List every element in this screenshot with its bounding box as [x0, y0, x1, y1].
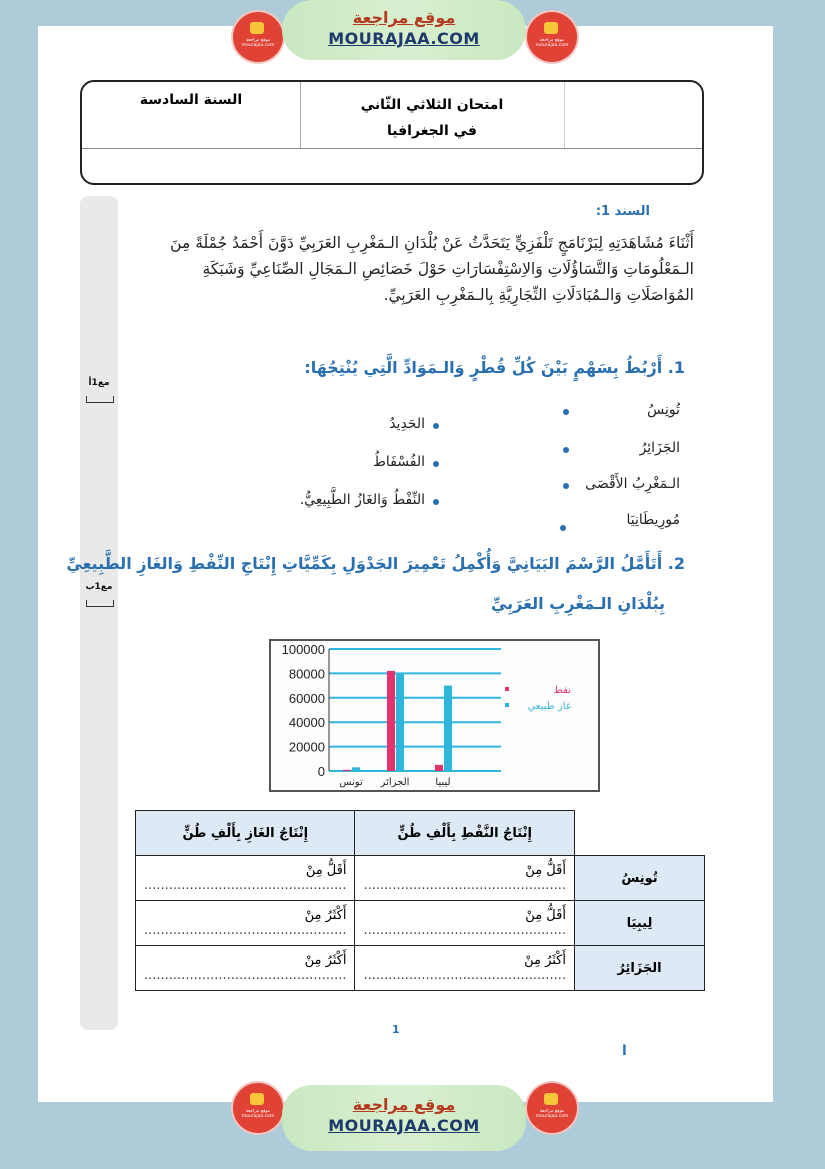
criterion-label-b: مع1ب	[85, 582, 113, 592]
legend-swatch	[505, 687, 509, 691]
document-text: أَثْنَاءَ مُشَاهَدَتِهِ لِبَرْنَامَجٍ تَلْفَزِيٍّ يَتَحَدَّثُ عَنْ بُلْدَانِ الـمَغْرِبِ العَرَبِيِّ دَوَّنَ أَحْمَدُ جُمْلَةً مِنَ الـمَعْلُومَاتِ وَالتَّسَاؤُلَاتِ وَالاِسْتِفْسَارَاتِ حَوْلَ خَصَائِصِ الـمَجَالِ الصِّنَاعِيِّ وَشَبَكَةِ المُوَاصَلَاتِ وَالـمُبَادَلَاتِ التِّجَارِيَّةِ بِالـمَغْرِبِ العَرَبِيِّ.	[170, 234, 694, 304]
question-2-cont: بِبُلْدَانِ الـمَغْرِبِ العَرَبِيِّ	[490, 594, 665, 613]
production-table	[135, 810, 705, 991]
country-item: الـمَغْرِبُ الأَقْصَى	[585, 476, 680, 492]
country-anchor-dot[interactable]	[560, 525, 566, 531]
category-label: الجزائر	[380, 777, 410, 788]
site-domain: MOURAJAA.COM	[328, 29, 480, 48]
bar-oil	[387, 671, 395, 771]
country-item: تُونِسُ	[647, 402, 680, 418]
site-logo-left: موقع مراجعة mourajaa.com	[233, 1083, 283, 1133]
production-chart	[269, 639, 600, 792]
category-label: ليبيا	[435, 777, 451, 788]
criterion-label-a: مع1أ	[88, 378, 110, 388]
legend-label: نفط	[553, 685, 571, 696]
bar-gas	[444, 686, 452, 771]
y-tick-label: 60000	[288, 690, 325, 706]
gas-cell[interactable]: أَقَلُّ مِنْ .................................................	[136, 856, 355, 901]
y-tick-label: 20000	[288, 739, 325, 755]
site-banner-bottom[interactable]	[282, 1085, 526, 1151]
column-header-oil: إِنْتَاجُ النَّفْطِ بِأَلْفِ طُنٍّ	[355, 811, 574, 856]
gas-cell[interactable]: أَكْثَرُ مِنْ .................................................	[136, 946, 355, 991]
bar-gas	[352, 767, 360, 771]
material-anchor-dot[interactable]	[433, 499, 439, 505]
gas-cell[interactable]: أَكْثَرُ مِنْ .................................................	[136, 901, 355, 946]
country-item: الجَزَائِرُ	[639, 440, 680, 456]
bar-oil	[343, 770, 351, 771]
country-anchor-dot[interactable]	[563, 409, 569, 415]
bar-oil	[435, 765, 443, 771]
material-anchor-dot[interactable]	[433, 461, 439, 467]
y-tick-label: 80000	[288, 666, 325, 682]
score-box-a[interactable]	[86, 396, 114, 403]
site-banner-top[interactable]	[282, 0, 526, 60]
chart-svg	[271, 641, 598, 790]
row-country: تُونِسُ	[574, 856, 704, 901]
site-logo-left: موقع مراجعة mourajaa.com	[233, 12, 283, 62]
country-anchor-dot[interactable]	[563, 447, 569, 453]
bar-gas	[396, 673, 404, 771]
material-item: الحَدِيدُ	[389, 416, 425, 432]
country-anchor-dot[interactable]	[563, 483, 569, 489]
y-tick-label: 40000	[288, 715, 325, 731]
material-anchor-dot[interactable]	[433, 423, 439, 429]
oil-cell[interactable]: أَقَلُّ مِنْ .................................................	[355, 856, 574, 901]
document-title: السند 1:	[595, 204, 650, 219]
question-2: 2. أَتَأَمَّلُ الرَّسْمَ البَيَانِيَّ وَأُكْمِلُ تَعْمِيرَ الجَدْوَلِ بِكَمِّيَّاتِ إِنْتَاجِ النِّفْطِ وَالغَازِ الطَّبِيعِيِّ	[66, 554, 685, 573]
legend-swatch	[505, 703, 509, 707]
row-country: لِيبِيَا	[574, 901, 704, 946]
exam-header	[80, 80, 704, 185]
score-sidebar	[80, 196, 118, 1030]
y-tick-label: 0	[317, 764, 325, 779]
material-item: النِّفْطُ وَالغَازُ الطَّبِيعِيُّ.	[299, 492, 425, 508]
site-name-ar: موقع مراجعة	[352, 8, 456, 27]
material-item: الفُسْفَاطُ	[372, 454, 425, 470]
column-header-gas: إِنْتَاجُ الغَازِ بِأَلْفِ طُنٍّ	[136, 811, 355, 856]
score-box-b[interactable]	[86, 600, 114, 607]
table-row	[136, 901, 705, 946]
legend-label: غاز طبيعي	[527, 701, 571, 712]
footer-mark: ا	[622, 1043, 627, 1059]
grade-label: السنة السادسة	[139, 92, 243, 108]
category-label: تونس	[339, 777, 363, 788]
row-country: الجَزَائِرُ	[574, 946, 704, 991]
oil-cell[interactable]: أَكْثَرُ مِنْ .................................................	[355, 946, 574, 991]
country-item: مُورِيطَانِيَا	[626, 512, 680, 528]
site-name-ar: موقع مراجعة	[352, 1095, 456, 1114]
oil-cell[interactable]: أَقَلُّ مِنْ .................................................	[355, 901, 574, 946]
page-number: 1	[392, 1023, 400, 1036]
table-row	[136, 946, 705, 991]
site-logo-right: موقع مراجعة mourajaa.com	[527, 1083, 577, 1133]
question-1: 1. أَرْبُطُ بِسَهْمٍ بَيْنَ كُلِّ قُطْرٍ وَالـمَوَادِّ الَّتِي يُنْتِجُهَا:	[304, 358, 685, 377]
table-corner	[574, 811, 704, 856]
site-logo-right: موقع مراجعة mourajaa.com	[527, 12, 577, 62]
table-row	[136, 856, 705, 901]
y-tick-label: 100000	[281, 642, 325, 657]
site-domain: MOURAJAA.COM	[328, 1116, 480, 1135]
exam-title: امتحان الثلاثي الثّاني في الجغرافيا	[360, 97, 504, 139]
